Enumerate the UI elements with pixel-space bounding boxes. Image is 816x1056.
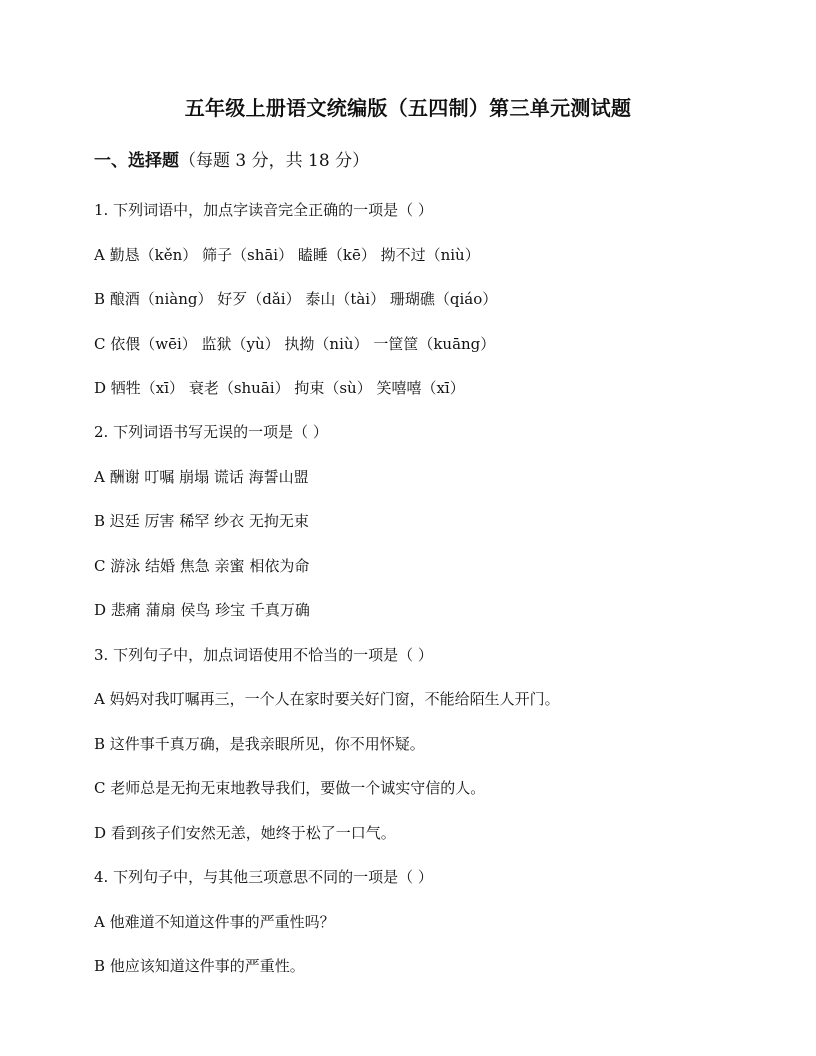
question-3-stem: 3. 下列句子中，加点词语使用不恰当的一项是（ ）: [94, 646, 433, 664]
question-2-option-c: C 游泳 结婚 焦急 亲蜜 相依为命: [94, 557, 310, 575]
question-3-option-d: D 看到孩子们安然无恙，她终于松了一口气。: [94, 824, 396, 842]
question-3-option-b: B 这件事千真万确，是我亲眼所见，你不用怀疑。: [94, 735, 425, 753]
question-4-stem: 4. 下列句子中，与其他三项意思不同的一项是（ ）: [94, 868, 433, 886]
question-4-option-b: B 他应该知道这件事的严重性。: [94, 957, 305, 975]
question-3-option-a: A 妈妈对我叮嘱再三，一个人在家时要关好门窗，不能给陌生人开门。: [94, 690, 560, 708]
section-heading-note: （每题 3 分，共 18 分）: [179, 151, 370, 171]
question-1-option-a: A 勤恳（kěn） 筛子（shāi） 瞌睡（kē） 拗不过（niù）: [94, 246, 480, 264]
question-2-option-a: A 酬谢 叮嘱 崩塌 谎话 海誓山盟: [94, 468, 309, 486]
question-4-option-a: A 他难道不知道这件事的严重性吗？: [94, 913, 335, 931]
question-2-option-d: D 悲痛 蒲扇 侯鸟 珍宝 千真万确: [94, 601, 310, 619]
question-1-option-c: C 依偎（wēi） 监狱（yù） 执拗（niù） 一筐筐（kuāng）: [94, 335, 496, 353]
section-heading-label: 一、选择题: [94, 151, 179, 171]
section-heading: [94, 149, 369, 173]
question-3-option-c: C 老师总是无拘无束地教导我们，要做一个诚实守信的人。: [94, 779, 486, 797]
question-2-stem: 2. 下列词语书写无误的一项是（ ）: [94, 423, 328, 441]
question-1-option-b: B 酿酒（niàng） 好歹（dǎi） 泰山（tài） 珊瑚礁（qiáo）: [94, 290, 498, 308]
question-2-option-b: B 迟廷 厉害 稀罕 纱衣 无拘无束: [94, 512, 309, 530]
question-1-stem: 1. 下列词语中，加点字读音完全正确的一项是（ ）: [94, 201, 433, 219]
question-1-option-d: D 牺牲（xī） 衰老（shuāi） 拘束（sù） 笑嘻嘻（xī）: [94, 379, 465, 397]
document-title: 五年级上册语文统编版（五四制）第三单元测试题: [184, 96, 632, 120]
